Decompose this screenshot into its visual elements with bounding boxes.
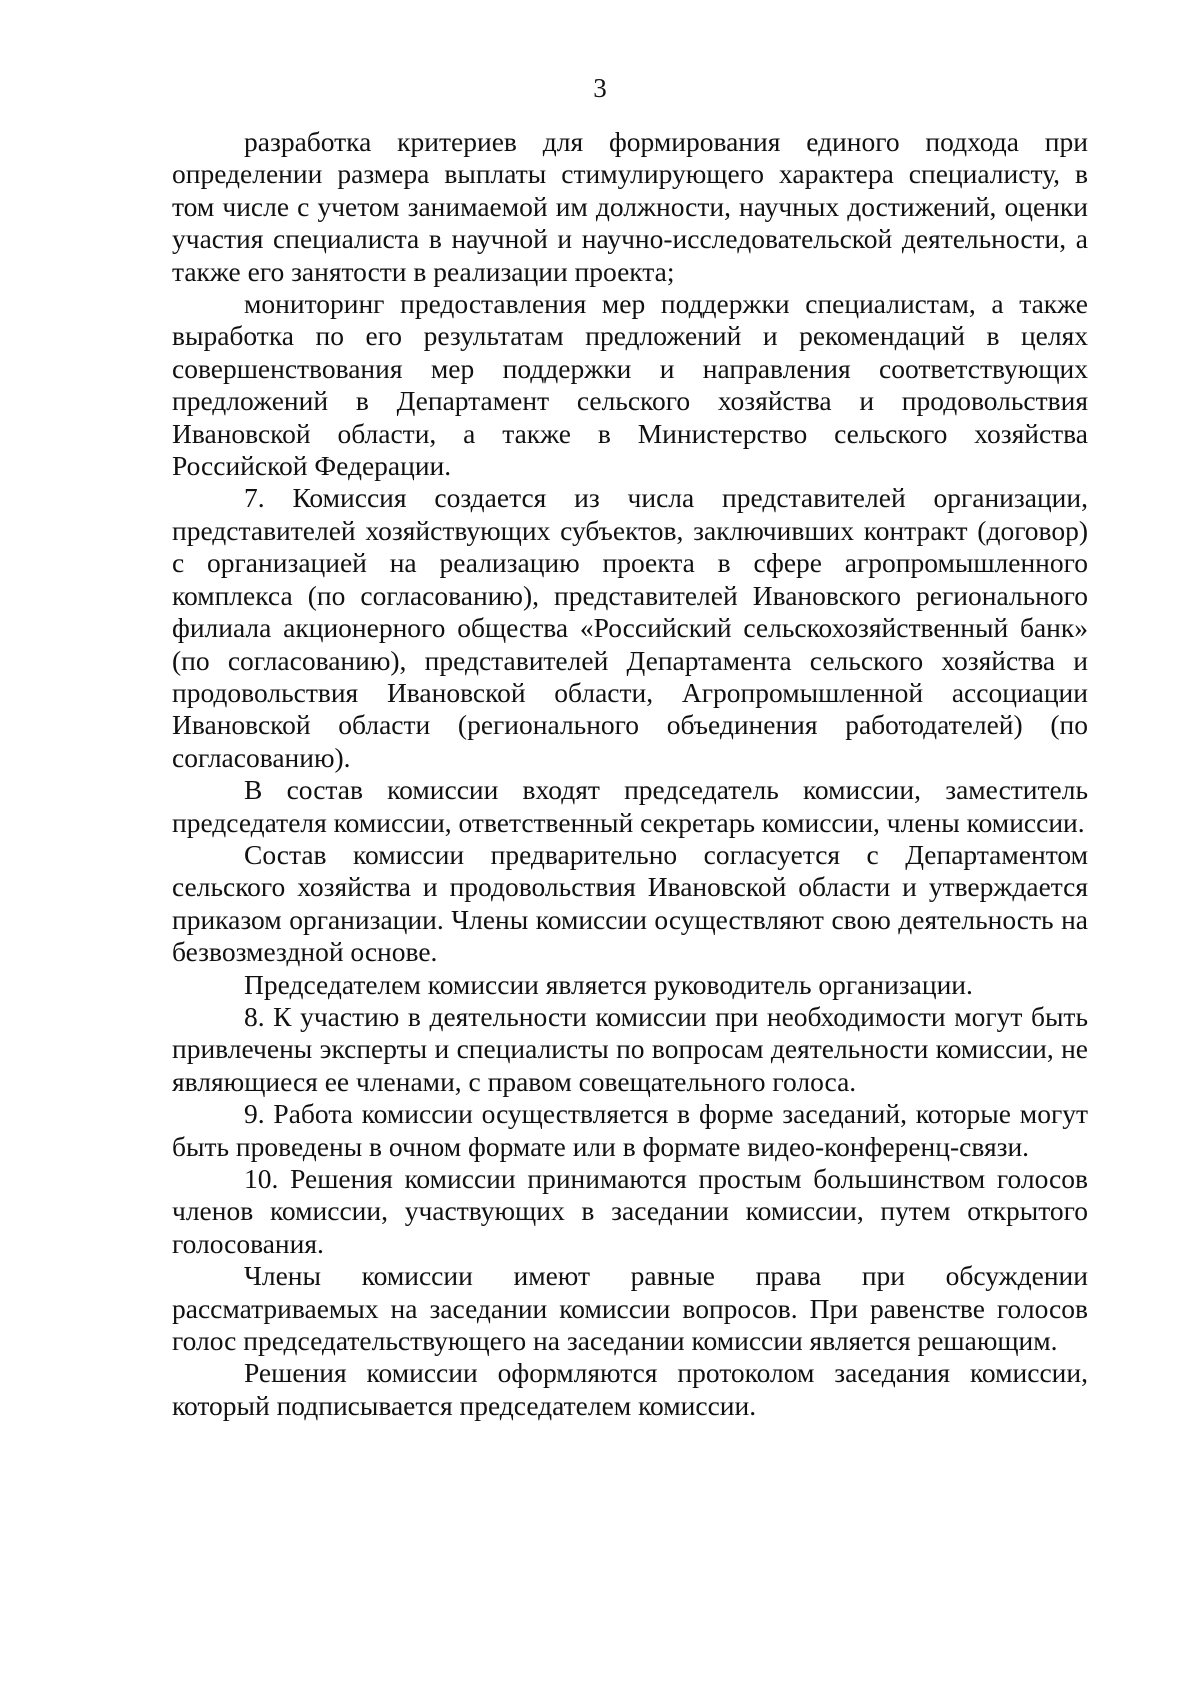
paragraph-protocol: Решения комиссии оформляются протоколом заседания комиссии, который подписывается председателем комиссии.: [172, 1357, 1088, 1421]
paragraph-composition: В состав комиссии входят председатель комиссии, заместитель председателя комиссии, ответственный секретарь комиссии, члены комиссии.: [172, 774, 1088, 838]
paragraph-equal-rights: Члены комиссии имеют равные права при обсуждении рассматриваемых на заседании комиссии вопросов. При равенстве голосов голос председательствующего на заседании комиссии является решающим.: [172, 1260, 1088, 1357]
paragraph-item-9: 9. Работа комиссии осуществляется в форме заседаний, которые могут быть проведены в очном формате или в формате видео-конференц-связи.: [172, 1098, 1088, 1162]
paragraph-criteria: разработка критериев для формирования единого подхода при определении размера выплаты стимулирующего характера специалисту, в том числе с учетом занимаемой им должности, научных достижений, оценки участия специалиста в научной и научно-исследовательской деятельности, а также его занятости в реализации проекта;: [172, 126, 1088, 287]
paragraph-approval: Состав комиссии предварительно согласуется с Департаментом сельского хозяйства и продовольствия Ивановской области и утверждается приказом организации. Члены комиссии осуществляют свою деятельность на безвозмездной основе.: [172, 838, 1088, 968]
page-number: 3: [593, 73, 607, 103]
paragraph-item-10: 10. Решения комиссии принимаются простым большинством голосов членов комиссии, участвующих в заседании комиссии, путем открытого голосования.: [172, 1163, 1088, 1259]
paragraph-chairman: Председателем комиссии является руководитель организации.: [244, 968, 973, 1000]
paragraph-monitoring: мониторинг предоставления мер поддержки специалистам, а также выработка по его результатам предложений и рекомендаций в целях совершенствования мер поддержки и направления соответствующих предложений в Департамент сельского хозяйства и продовольствия Ивановской области, а также в Министерство сельского хозяйства Российской Федерации.: [172, 288, 1088, 482]
document-body: [172, 126, 1088, 1422]
paragraph-item-8: 8. К участию в деятельности комиссии при необходимости могут быть привлечены эксперты и специалисты по вопросам деятельности комиссии, не являющиеся ее членами, с правом совещательного голоса.: [172, 1000, 1088, 1097]
paragraph-item-7: 7. Комиссия создается из числа представителей организации, представителей хозяйствующих субъектов, заключивших контракт (договор) с организацией на реализацию проекта в сфере агропромышленного комплекса (по согласованию), представителей Ивановского регионального филиала акционерного общества «Российский сельскохозяйственный банк» (по согласованию), представителей Департамента сельского хозяйства и продовольствия Ивановской области, Агропромышленной ассоциации Ивановской области (регионального объединения работодателей) (по согласованию).: [172, 482, 1088, 773]
